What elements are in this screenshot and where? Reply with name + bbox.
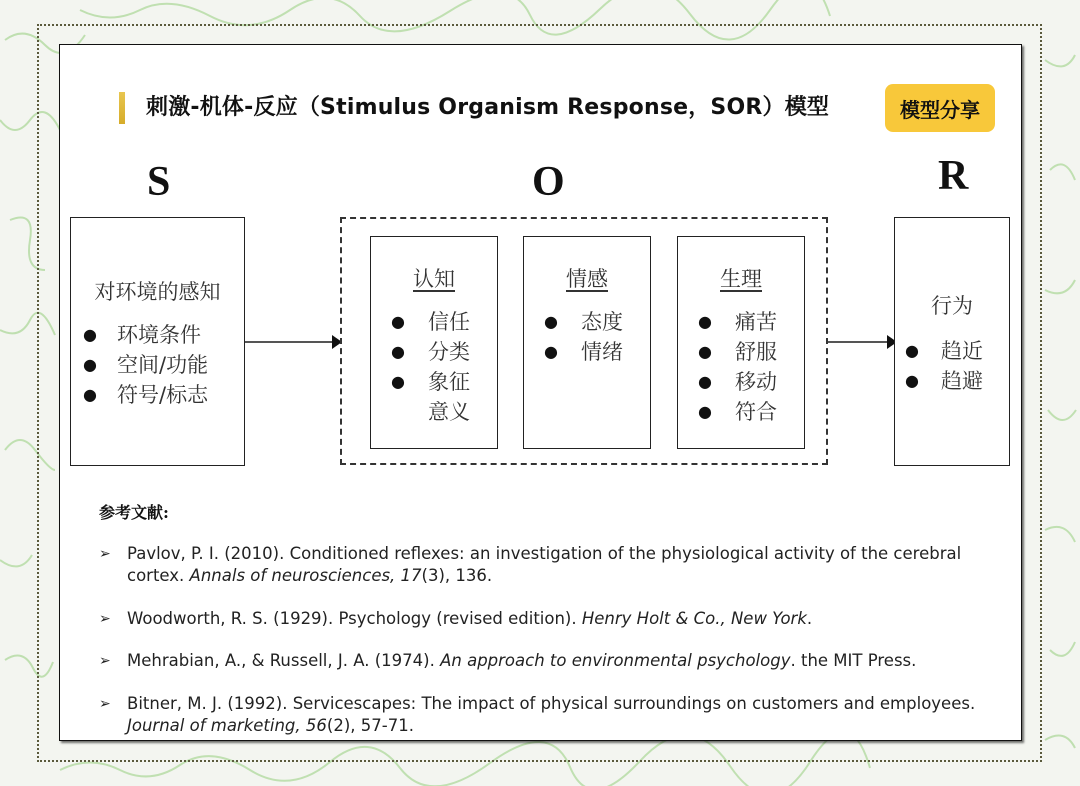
cognition-item: ● 象征 — [391, 370, 470, 394]
response-letter: R — [938, 153, 969, 199]
stimulus-item: ● 空间/功能 — [83, 353, 209, 377]
response-box — [894, 217, 1010, 466]
physiology-item: ● 移动 — [698, 370, 777, 394]
physiology-heading: 生理 — [720, 267, 762, 291]
arrow-bullet-icon: ➢ — [99, 611, 111, 627]
cognition-heading: 认知 — [413, 267, 455, 291]
emotion-heading: 情感 — [566, 267, 608, 291]
stimulus-item: ● 符号/标志 — [83, 383, 209, 407]
title-accent-bar — [119, 92, 125, 124]
cognition-item: ● 分类 — [391, 340, 470, 364]
physiology-item: ● 舒服 — [698, 340, 777, 364]
stimulus-heading: 对环境的感知 — [94, 280, 221, 304]
cognition-box — [370, 236, 498, 449]
arrow-bullet-icon: ➢ — [99, 653, 111, 669]
stimulus-letter: S — [147, 159, 171, 205]
cognition-item: 意义 — [428, 400, 470, 424]
physiology-item: ● 痛苦 — [698, 310, 777, 334]
response-item: ● 趋近 — [905, 339, 983, 363]
response-item: ● 趋避 — [905, 369, 983, 393]
organism-letter: O — [532, 159, 565, 205]
stimulus-item: ● 环境条件 — [83, 323, 201, 347]
references-title: 参考文献: — [99, 503, 169, 522]
model-share-badge: 模型分享 — [885, 84, 995, 132]
physiology-item: ● 符合 — [698, 400, 777, 424]
cognition-item: ● 信任 — [391, 310, 470, 334]
arrow-bullet-icon: ➢ — [99, 546, 111, 562]
page-title: 刺激-机体-反应（Stimulus Organism Response，SOR）模型 — [146, 95, 830, 120]
stimulus-box — [70, 217, 245, 466]
arrow-bullet-icon: ➢ — [99, 696, 111, 712]
emotion-item: ● 态度 — [544, 310, 623, 334]
arrow-o-to-r — [828, 341, 895, 343]
emotion-item: ● 情绪 — [544, 340, 623, 364]
arrow-s-to-o — [245, 341, 340, 343]
physiology-box — [677, 236, 805, 449]
response-heading: 行为 — [931, 294, 973, 318]
emotion-box — [523, 236, 651, 449]
